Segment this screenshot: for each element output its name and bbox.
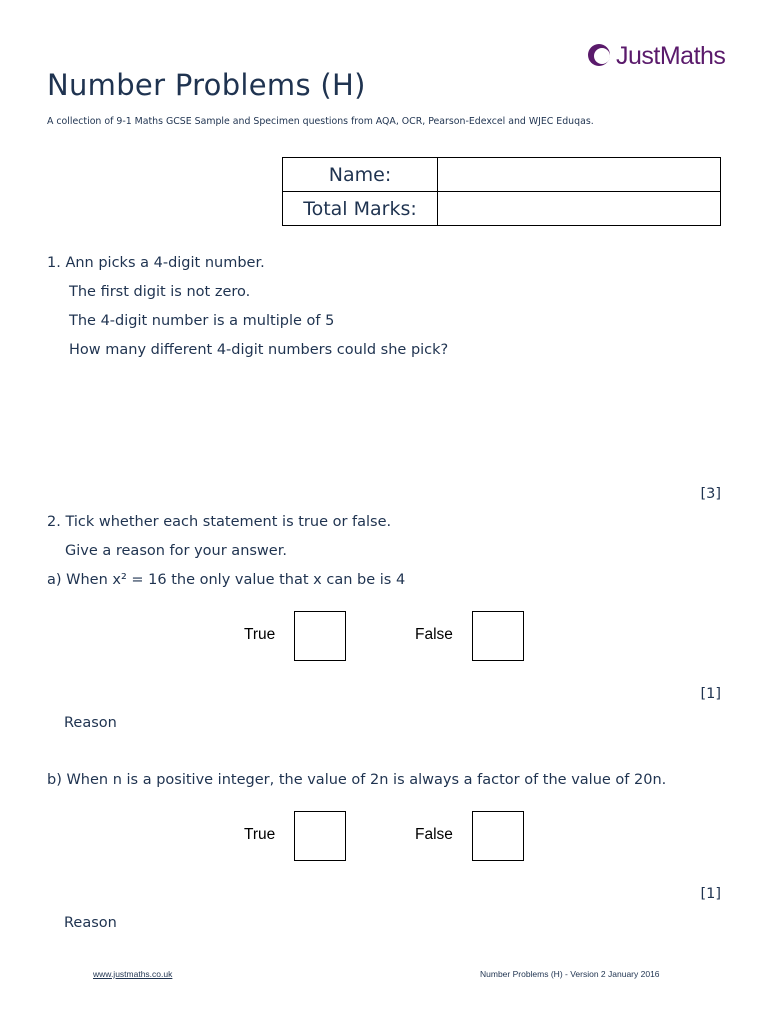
q2a-marks: [1]	[700, 686, 721, 702]
q2a-statement: a) When x² = 16 the only value that x can be is 4	[47, 572, 406, 588]
name-field[interactable]	[438, 158, 721, 192]
q1-marks: [3]	[700, 486, 721, 502]
q2a-false-label: False	[415, 626, 453, 643]
page-title: Number Problems (H)	[47, 68, 366, 102]
q1-line1: 1. Ann picks a 4-digit number.	[47, 255, 265, 271]
student-info-table	[282, 157, 721, 226]
justmaths-logo	[588, 40, 725, 72]
q2b-true-checkbox[interactable]	[294, 811, 346, 861]
q2b-false-checkbox[interactable]	[472, 811, 524, 861]
name-label: Name:	[283, 158, 438, 192]
logo-text: JustMaths	[616, 41, 726, 70]
footer-document-info: Number Problems (H) - Version 2 January 2016	[480, 969, 660, 979]
q1-line3: The 4-digit number is a multiple of 5	[69, 313, 335, 329]
q2a-reason-label: Reason	[64, 715, 117, 731]
q2b-false-label: False	[415, 826, 453, 843]
logo-circle-icon	[588, 44, 612, 68]
q2-line1: 2. Tick whether each statement is true or false.	[47, 514, 392, 530]
q2b-true-label: True	[244, 826, 276, 843]
q2b-statement: b) When n is a positive integer, the value of 2n is always a factor of the value of 20n.	[47, 772, 667, 788]
total-marks-field[interactable]	[438, 192, 721, 226]
q1-line4: How many different 4-digit numbers could she pick?	[69, 342, 449, 358]
total-marks-label: Total Marks:	[283, 192, 438, 226]
q2b-marks: [1]	[700, 886, 721, 902]
q2b-reason-label: Reason	[64, 915, 117, 931]
q2a-false-checkbox[interactable]	[472, 611, 524, 661]
q2a-true-checkbox[interactable]	[294, 611, 346, 661]
page-subtitle: A collection of 9-1 Maths GCSE Sample and Specimen questions from AQA, OCR, Pearson-Edexcel and WJEC Eduqas.	[47, 116, 594, 127]
q2-line2: Give a reason for your answer.	[65, 543, 287, 559]
q2a-true-label: True	[244, 626, 276, 643]
q1-line2: The first digit is not zero.	[69, 284, 251, 300]
footer-website-link[interactable]: www.justmaths.co.uk	[93, 969, 173, 979]
